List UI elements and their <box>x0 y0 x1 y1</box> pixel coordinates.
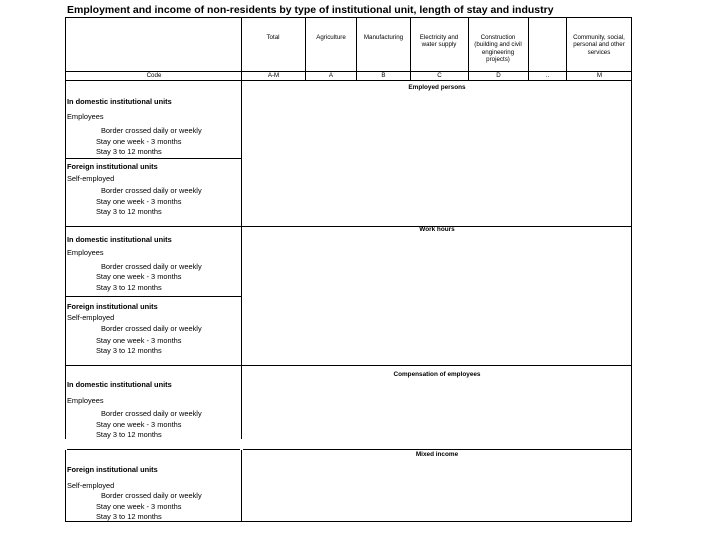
section-title-employed: Employed persons <box>408 84 466 91</box>
column-header-electricity: Electricity and water supply <box>419 34 459 49</box>
row-border-crossed: Border crossed daily or weekly <box>101 262 202 271</box>
row-self-employed: Self-employed <box>67 313 115 322</box>
section-separator <box>65 449 632 450</box>
code-agriculture: A <box>328 72 334 79</box>
row-stay-3-12: Stay 3 to 12 months <box>96 147 162 156</box>
subgroup-separator <box>65 296 242 297</box>
row-self-employed: Self-employed <box>67 174 115 183</box>
row-stay-3-12: Stay 3 to 12 months <box>96 283 162 292</box>
column-header-total: Total <box>266 34 280 41</box>
row-self-employed: Self-employed <box>67 481 115 490</box>
row-stay-3-12: Stay 3 to 12 months <box>96 346 162 355</box>
row-domestic-units: In domestic institutional units <box>67 235 172 244</box>
row-stay-3-12: Stay 3 to 12 months <box>96 512 162 521</box>
section-title-mixed-income: Mixed income <box>415 451 459 458</box>
section-separator <box>65 365 632 366</box>
section-title-work-hours: Work hours <box>419 226 455 233</box>
row-employees: Employees <box>67 112 104 121</box>
row-stay-one-week: Stay one week - 3 months <box>96 420 182 429</box>
page-title: Employment and income of non-residents by type of institutional unit, length of stay and industry <box>67 4 554 16</box>
row-domestic-units: In domestic institutional units <box>67 97 172 106</box>
code-total: A-M <box>267 72 280 79</box>
section-title-compensation: Compensation of employees <box>393 371 481 378</box>
row-stay-one-week: Stay one week - 3 months <box>96 272 182 281</box>
row-border-crossed: Border crossed daily or weekly <box>101 491 202 500</box>
frame-gap <box>64 439 67 450</box>
row-border-crossed: Border crossed daily or weekly <box>101 126 202 135</box>
row-stay-one-week: Stay one week - 3 months <box>96 197 182 206</box>
row-foreign-units: Foreign institutional units <box>67 302 158 311</box>
row-border-crossed: Border crossed daily or weekly <box>101 186 202 195</box>
row-border-crossed: Border crossed daily or weekly <box>101 409 202 418</box>
code-services: M <box>596 72 603 79</box>
row-domestic-units: In domestic institutional units <box>67 380 172 389</box>
column-header-agriculture: Agriculture <box>316 34 346 41</box>
frame-gap <box>240 439 243 450</box>
row-stay-3-12: Stay 3 to 12 months <box>96 207 162 216</box>
row-foreign-units: Foreign institutional units <box>67 162 158 171</box>
row-border-crossed: Border crossed daily or weekly <box>101 324 202 333</box>
code-label: Code <box>146 72 162 79</box>
code-electricity: C <box>437 72 442 79</box>
row-stay-one-week: Stay one week - 3 months <box>96 502 182 511</box>
code-more: .. <box>545 72 550 79</box>
row-stay-one-week: Stay one week - 3 months <box>96 137 182 146</box>
subgroup-separator <box>65 158 242 159</box>
column-header-services: Community, social, personal and other services <box>573 34 625 56</box>
column-header-construction: Construction (building and civil engineering projects) <box>474 34 522 64</box>
row-employees: Employees <box>67 396 104 405</box>
code-row-bottom-line <box>65 80 632 81</box>
code-construction: D <box>496 72 501 79</box>
code-manufacturing: B <box>381 72 386 79</box>
row-stay-one-week: Stay one week - 3 months <box>96 336 182 345</box>
row-foreign-units: Foreign institutional units <box>67 465 158 474</box>
row-stay-3-12: Stay 3 to 12 months <box>96 430 162 439</box>
column-header-manufacturing: Manufacturing <box>363 34 404 41</box>
row-employees: Employees <box>67 248 104 257</box>
